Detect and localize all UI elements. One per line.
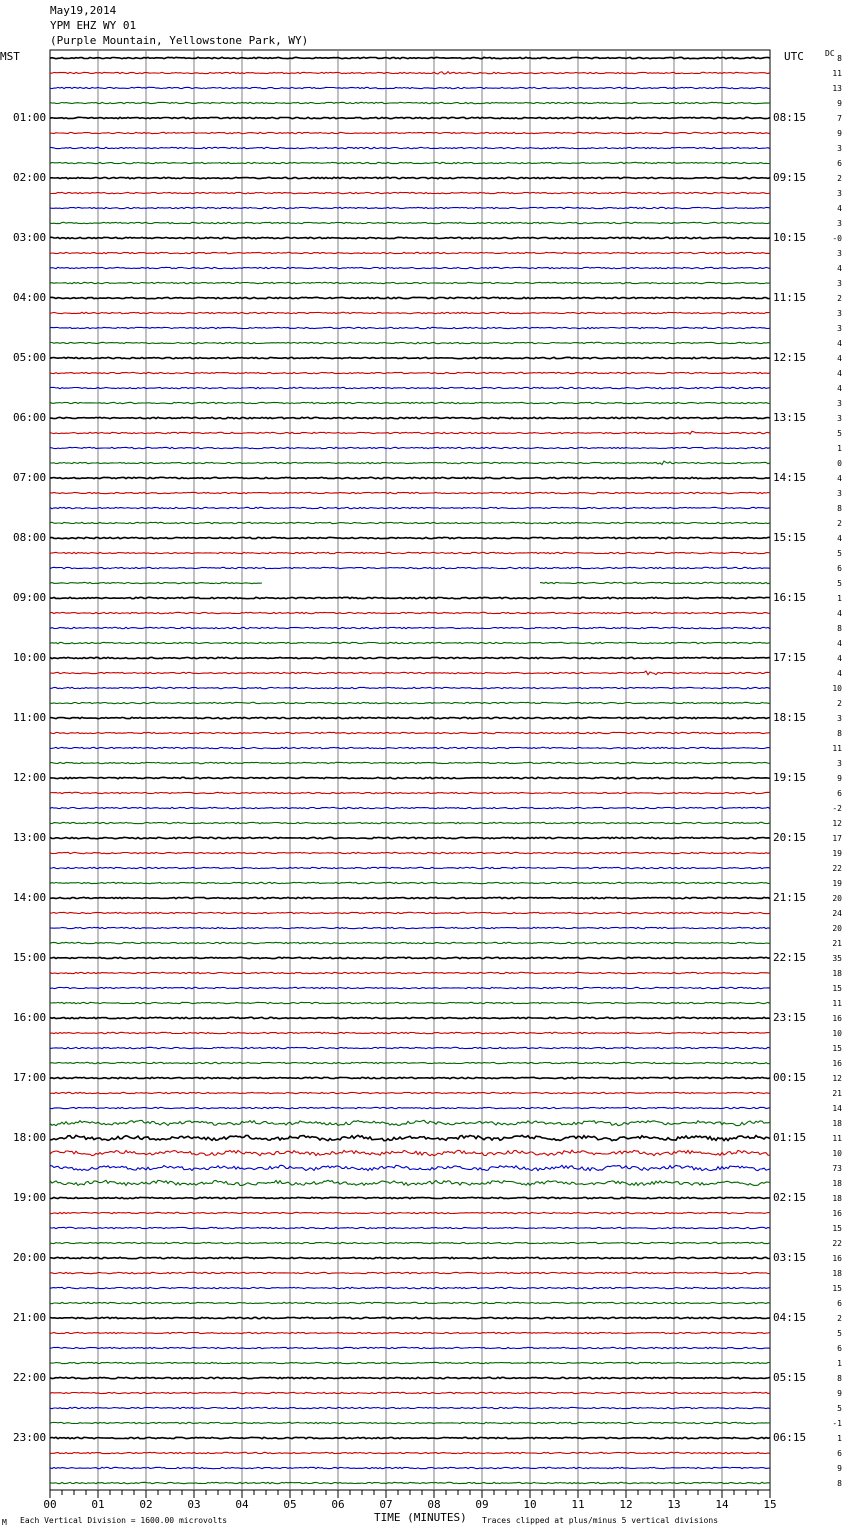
x-axis-label: TIME (MINUTES)	[374, 1511, 467, 1524]
dc-value-label: 4	[837, 339, 842, 348]
dc-value-label: 10	[832, 1029, 842, 1038]
dc-value-label: 16	[832, 1254, 842, 1263]
mst-hour-label: 10:00	[13, 651, 47, 664]
dc-value-label: 0	[837, 459, 842, 468]
utc-hour-label: 11:15	[773, 291, 807, 304]
dc-value-label: 9	[837, 1464, 842, 1473]
trace-line	[50, 1242, 770, 1243]
scale-note: Each Vertical Division = 1600.00 microvolts	[20, 1516, 228, 1525]
dc-value-label: 6	[837, 159, 842, 168]
dc-value-label: 3	[837, 144, 842, 153]
mst-hour-label: 21:00	[13, 1311, 47, 1324]
trace-line	[50, 522, 770, 523]
trace-line	[50, 1362, 770, 1363]
dc-value-label: -1	[832, 1419, 842, 1428]
right-timezone-label: UTC	[784, 50, 804, 63]
trace-line	[50, 1180, 770, 1185]
dc-value-label: 3	[837, 249, 842, 258]
plot-date: May19,2014	[50, 4, 117, 17]
trace-line	[50, 1032, 770, 1033]
trace-line	[50, 702, 770, 703]
utc-hour-label: 22:15	[773, 951, 807, 964]
mst-hour-label: 13:00	[13, 831, 47, 844]
trace-line	[50, 1467, 770, 1468]
dc-value-label: 15	[832, 1044, 842, 1053]
dc-value-label: 6	[837, 1449, 842, 1458]
dc-value-label: 7	[837, 114, 842, 123]
trace-line	[50, 1077, 770, 1078]
dc-value-label: 4	[837, 354, 842, 363]
dc-value-label: 22	[832, 1239, 842, 1248]
utc-hour-label: 00:15	[773, 1071, 807, 1084]
dc-value-label: 3	[837, 189, 842, 198]
trace-line	[50, 597, 770, 598]
trace-line	[50, 717, 770, 718]
dc-value-label: 16	[832, 1059, 842, 1068]
trace-line	[50, 237, 770, 238]
trace-line	[50, 282, 770, 283]
trace-line	[50, 402, 770, 403]
dc-value-label: 16	[832, 1014, 842, 1023]
trace-line	[50, 252, 770, 253]
dc-value-label: 3	[837, 414, 842, 423]
x-tick-label: 11	[571, 1498, 585, 1511]
mst-hour-label: 20:00	[13, 1251, 47, 1264]
x-tick-label: 04	[235, 1498, 249, 1511]
dc-value-label: 11	[832, 999, 842, 1008]
mst-hour-label: 16:00	[13, 1011, 47, 1024]
trace-line	[50, 417, 770, 418]
trace-line	[50, 882, 770, 883]
dc-value-label: 3	[837, 489, 842, 498]
trace-line	[50, 1165, 770, 1170]
dc-value-label: 2	[837, 519, 842, 528]
dc-value-label: 4	[837, 384, 842, 393]
trace-line	[50, 222, 770, 223]
trace-line	[50, 671, 770, 675]
dc-value-label: 3	[837, 219, 842, 228]
trace-line	[50, 852, 770, 853]
trace-line	[50, 792, 770, 793]
x-tick-label: 07	[379, 1498, 393, 1511]
trace-line	[50, 327, 770, 328]
trace-line	[50, 1212, 770, 1213]
dc-value-label: 4	[837, 264, 842, 273]
trace-line	[50, 207, 770, 208]
utc-hour-label: 03:15	[773, 1251, 807, 1264]
trace-line	[50, 1347, 770, 1348]
x-tick-label: 13	[667, 1498, 681, 1511]
mst-hour-label: 11:00	[13, 711, 47, 724]
mst-hour-label: 03:00	[13, 231, 47, 244]
trace-line	[50, 612, 770, 613]
trace-line	[50, 1422, 770, 1423]
dc-value-label: 18	[832, 1194, 842, 1203]
trace-line	[50, 912, 770, 913]
x-tick-label: 02	[139, 1498, 153, 1511]
dc-value-label: 73	[832, 1164, 842, 1173]
trace-line	[50, 1150, 770, 1156]
x-tick-label: 08	[427, 1498, 441, 1511]
dc-value-label: 3	[837, 279, 842, 288]
dc-value-label: 1	[837, 594, 842, 603]
trace-line	[50, 732, 770, 733]
utc-hour-label: 14:15	[773, 471, 807, 484]
trace-line	[50, 942, 770, 943]
utc-hour-label: 05:15	[773, 1371, 807, 1384]
dc-value-label: 2	[837, 699, 842, 708]
dc-value-label: 20	[832, 924, 842, 933]
trace-line	[50, 102, 770, 103]
x-tick-label: 06	[331, 1498, 345, 1511]
dc-value-label: 5	[837, 579, 842, 588]
dc-value-label: 6	[837, 564, 842, 573]
trace-line	[50, 1332, 770, 1333]
trace-line	[50, 897, 770, 898]
dc-value-label: 2	[837, 1314, 842, 1323]
dc-value-label: 2	[837, 294, 842, 303]
dc-value-label: 8	[837, 1479, 842, 1488]
dc-value-label: 4	[837, 654, 842, 663]
dc-value-label: 4	[837, 609, 842, 618]
trace-line	[50, 1017, 770, 1018]
mst-hour-label: 14:00	[13, 891, 47, 904]
trace-line	[50, 1257, 770, 1258]
utc-hour-label: 17:15	[773, 651, 807, 664]
trace-line	[50, 807, 770, 808]
trace-line	[50, 867, 770, 868]
utc-hour-label: 13:15	[773, 411, 807, 424]
x-tick-label: 12	[619, 1498, 633, 1511]
dc-value-label: 5	[837, 1404, 842, 1413]
trace-line	[50, 147, 770, 148]
dc-value-label: 19	[832, 849, 842, 858]
dc-value-label: 18	[832, 969, 842, 978]
dc-value-label: 12	[832, 819, 842, 828]
dc-value-label: -0	[832, 234, 842, 243]
utc-hour-label: 16:15	[773, 591, 807, 604]
dc-value-label: 35	[832, 954, 842, 963]
dc-value-label: 22	[832, 864, 842, 873]
trace-line	[50, 1377, 770, 1378]
x-tick-label: 05	[283, 1498, 297, 1511]
dc-value-label: 5	[837, 1329, 842, 1338]
trace-line	[50, 1302, 770, 1303]
dc-value-label: 11	[832, 69, 842, 78]
trace-line	[50, 162, 770, 163]
trace-line	[50, 1272, 770, 1273]
dc-value-label: 4	[837, 369, 842, 378]
dc-value-label: 4	[837, 474, 842, 483]
corner-mark: M	[2, 1518, 7, 1527]
dc-value-label: 18	[832, 1269, 842, 1278]
dc-value-label: 4	[837, 534, 842, 543]
dc-value-label: 3	[837, 309, 842, 318]
trace-line	[50, 747, 770, 748]
mst-hour-label: 07:00	[13, 471, 47, 484]
trace-line	[50, 177, 770, 178]
dc-value-label: 21	[832, 939, 842, 948]
trace-line	[50, 1437, 770, 1438]
trace-line	[50, 762, 770, 763]
trace-line	[50, 1452, 770, 1453]
dc-value-label: 20	[832, 894, 842, 903]
station-code: YPM EHZ WY 01	[50, 19, 137, 32]
trace-line	[50, 1317, 770, 1318]
dc-value-label: 19	[832, 879, 842, 888]
dc-value-label: 16	[832, 1209, 842, 1218]
utc-hour-label: 06:15	[773, 1431, 807, 1444]
trace-line	[50, 117, 770, 118]
trace-line	[50, 567, 770, 568]
dc-value-label: 9	[837, 99, 842, 108]
trace-line	[50, 87, 770, 88]
trace-line	[50, 1062, 770, 1063]
dc-value-label: 15	[832, 984, 842, 993]
dc-value-label: 8	[837, 624, 842, 633]
dc-value-label: 3	[837, 399, 842, 408]
dc-value-label: 12	[832, 1074, 842, 1083]
dc-value-label: 9	[837, 774, 842, 783]
dc-value-label: 17	[832, 834, 842, 843]
dc-value-label: 5	[837, 429, 842, 438]
utc-hour-label: 04:15	[773, 1311, 807, 1324]
trace-line	[50, 477, 770, 478]
dc-value-label: 3	[837, 714, 842, 723]
left-timezone-label: MST	[0, 50, 20, 63]
trace-line	[50, 822, 770, 823]
dc-value-label: 13	[832, 84, 842, 93]
mst-hour-label: 19:00	[13, 1191, 47, 1204]
mst-hour-label: 06:00	[13, 411, 47, 424]
utc-hour-label: 19:15	[773, 771, 807, 784]
x-tick-label: 14	[715, 1498, 729, 1511]
mst-hour-label: 09:00	[13, 591, 47, 604]
trace-line	[50, 1047, 770, 1048]
utc-hour-label: 15:15	[773, 531, 807, 544]
trace-line	[50, 447, 770, 448]
x-tick-label: 15	[763, 1498, 777, 1511]
dc-value-label: 1	[837, 444, 842, 453]
x-tick-label: 10	[523, 1498, 537, 1511]
trace-line	[50, 297, 770, 298]
x-tick-label: 03	[187, 1498, 201, 1511]
trace-line	[50, 267, 770, 268]
x-tick-label: 00	[43, 1498, 57, 1511]
trace-line	[50, 957, 770, 958]
dc-value-label: 5	[837, 549, 842, 558]
trace-line	[50, 192, 770, 193]
utc-hour-label: 08:15	[773, 111, 807, 124]
dc-value-label: 18	[832, 1119, 842, 1128]
trace-line	[50, 537, 770, 538]
trace-line	[50, 1107, 770, 1108]
trace-line	[50, 1227, 770, 1228]
trace-line	[50, 687, 770, 688]
mst-hour-label: 04:00	[13, 291, 47, 304]
utc-hour-label: 18:15	[773, 711, 807, 724]
trace-line	[50, 582, 770, 583]
dc-value-label: 10	[832, 684, 842, 693]
mst-hour-label: 23:00	[13, 1431, 47, 1444]
dc-value-label: 8	[837, 54, 842, 63]
trace-line	[50, 987, 770, 988]
utc-hour-label: 02:15	[773, 1191, 807, 1204]
dc-value-label: 1	[837, 1359, 842, 1368]
trace-line	[50, 1092, 770, 1093]
trace-line	[50, 342, 770, 343]
mst-hour-label: 02:00	[13, 171, 47, 184]
dc-value-label: 11	[832, 1134, 842, 1143]
dc-value-label: 8	[837, 729, 842, 738]
trace-line	[50, 507, 770, 508]
dc-value-label: 10	[832, 1149, 842, 1158]
dc-value-label: -2	[832, 804, 842, 813]
dc-value-label: 8	[837, 1374, 842, 1383]
x-tick-label: 09	[475, 1498, 489, 1511]
clip-note: Traces clipped at plus/minus 5 vertical divisions	[482, 1516, 719, 1525]
trace-line	[50, 627, 770, 628]
trace-line	[50, 837, 770, 838]
dc-value-label: 11	[832, 744, 842, 753]
dc-value-label: 9	[837, 1389, 842, 1398]
dc-value-label: 15	[832, 1224, 842, 1233]
mst-hour-label: 17:00	[13, 1071, 47, 1084]
utc-hour-label: 21:15	[773, 891, 807, 904]
trace-line	[50, 1135, 770, 1140]
trace-line	[50, 492, 770, 493]
station-location: (Purple Mountain, Yellowstone Park, WY)	[50, 34, 309, 47]
dc-value-label: 9	[837, 129, 842, 138]
dc-value-label: 14	[832, 1104, 842, 1113]
trace-line	[50, 1287, 770, 1288]
dc-value-label: 4	[837, 204, 842, 213]
utc-hour-label: 10:15	[773, 231, 807, 244]
dc-value-label: 1	[837, 1434, 842, 1443]
trace-line	[50, 642, 770, 643]
trace-line	[50, 72, 770, 74]
trace-line	[50, 57, 770, 58]
trace-line	[50, 461, 770, 465]
utc-hour-label: 12:15	[773, 351, 807, 364]
dc-value-label: 3	[837, 759, 842, 768]
trace-line	[50, 657, 770, 658]
utc-hour-label: 09:15	[773, 171, 807, 184]
trace-line	[50, 972, 770, 973]
trace-line	[50, 431, 770, 434]
dc-value-label: 2	[837, 174, 842, 183]
dc-value-label: 4	[837, 639, 842, 648]
trace-line	[50, 777, 770, 778]
trace-line	[50, 927, 770, 928]
trace-line	[50, 1392, 770, 1393]
dc-value-label: 21	[832, 1089, 842, 1098]
dc-value-label: 3	[837, 324, 842, 333]
dc-value-label: 18	[832, 1179, 842, 1188]
utc-hour-label: 20:15	[773, 831, 807, 844]
dc-value-label: 24	[832, 909, 842, 918]
trace-line	[50, 387, 770, 388]
dc-value-label: 6	[837, 1299, 842, 1308]
mst-hour-label: 15:00	[13, 951, 47, 964]
dc-value-label: 6	[837, 1344, 842, 1353]
mst-hour-label: 22:00	[13, 1371, 47, 1384]
dc-column-label: DC	[825, 49, 835, 58]
utc-hour-label: 01:15	[773, 1131, 807, 1144]
trace-line	[50, 372, 770, 373]
trace-line	[50, 1197, 770, 1198]
trace-line	[50, 1407, 770, 1408]
mst-hour-label: 05:00	[13, 351, 47, 364]
trace-line	[50, 357, 770, 358]
trace-line	[50, 312, 770, 313]
trace-line	[50, 132, 770, 133]
trace-line	[50, 552, 770, 553]
mst-hour-label: 08:00	[13, 531, 47, 544]
trace-line	[50, 1120, 770, 1125]
mst-hour-label: 01:00	[13, 111, 47, 124]
dc-value-label: 15	[832, 1284, 842, 1293]
dc-value-label: 6	[837, 789, 842, 798]
mst-hour-label: 18:00	[13, 1131, 47, 1144]
dc-value-label: 4	[837, 669, 842, 678]
utc-hour-label: 23:15	[773, 1011, 807, 1024]
dc-value-label: 8	[837, 504, 842, 513]
x-tick-label: 01	[91, 1498, 105, 1511]
trace-line	[50, 1002, 770, 1003]
mst-hour-label: 12:00	[13, 771, 47, 784]
trace-line	[50, 1482, 770, 1483]
